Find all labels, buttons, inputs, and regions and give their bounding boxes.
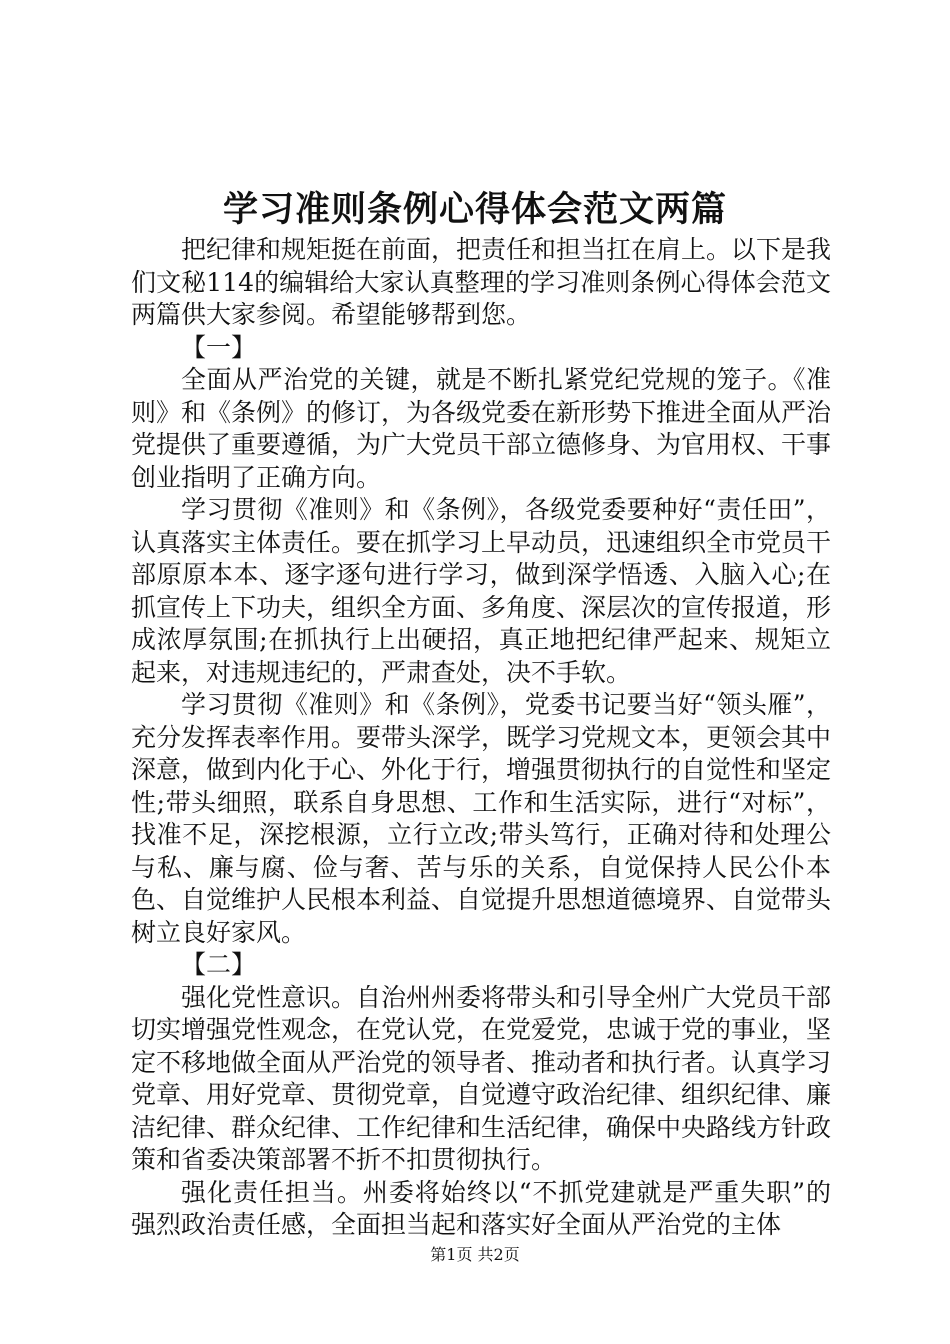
section-heading-two: 【二】 <box>181 950 257 979</box>
body-paragraph: 学习贯彻《准则》和《条例》，各级党委要种好“责任田”，认真落实主体责任。要在抓学习上早动员，迅速组织全市党员干部原原本本、逐字逐句进行学习，做到深学悟透、入脑入心;在抓宣传上下功夫，组织全方面、多角度、深层次的宣传报道，形成浓厚氛围;在抓执行上出硬招，真正地把纪律严起来、规矩立起来，对违规违纪的，严肃查处，决不手软。 <box>131 495 832 687</box>
body-paragraph: 强化党性意识。自治州州委将带头和引导全州广大党员干部切实增强党性观念，在党认党，在党爱党，忠诚于党的事业，坚定不移地做全面从严治党的领导者、推动者和执行者。认真学习党章、用好党章、贯彻党章，自觉遵守政治纪律、组织纪律、廉洁纪律、群众纪律、工作纪律和生活纪律，确保中央路线方针政策和省委决策部署不折不扣贯彻执行。 <box>131 982 832 1174</box>
body-paragraph: 学习贯彻《准则》和《条例》，党委书记要当好“领头雁”，充分发挥表率作用。要带头深学，既学习党规文本，更领会其中深意，做到内化于心、外化于行，增强贯彻执行的自觉性和坚定性;带头细照，联系自身思想、工作和生活实际，进行“对标”，找准不足，深挖根源，立行立改;带头笃行，正确对待和处理公与私、廉与腐、俭与奢、苦与乐的关系，自觉保持人民公仆本色、自觉维护人民根本利益、自觉提升思想道德境界、自觉带头树立良好家风。 <box>131 690 832 947</box>
page-footer: 第1页 共2页 <box>430 1245 520 1264</box>
body-paragraph: 全面从严治党的关键，就是不断扎紧党纪党规的笼子。《准则》和《条例》的修订，为各级党委在新形势下推进全面从严治党提供了重要遵循，为广大党员干部立德修身、为官用权、干事创业指明了正确方向。 <box>131 365 832 492</box>
intro-paragraph: 把纪律和规矩挺在前面，把责任和担当扛在肩上。以下是我们文秘114的编辑给大家认真整理的学习准则条例心得体会范文两篇供大家参阅。希望能够帮到您。 <box>131 235 832 329</box>
document-body <box>131 234 831 1242</box>
document-title: 学习准则条例心得体会范文两篇 <box>222 189 727 230</box>
body-paragraph: 强化责任担当。州委将始终以“不抓党建就是严重失职”的强烈政治责任感，全面担当起和落实好全面从严治党的主体 <box>131 1177 831 1239</box>
section-heading-one: 【一】 <box>181 332 257 362</box>
